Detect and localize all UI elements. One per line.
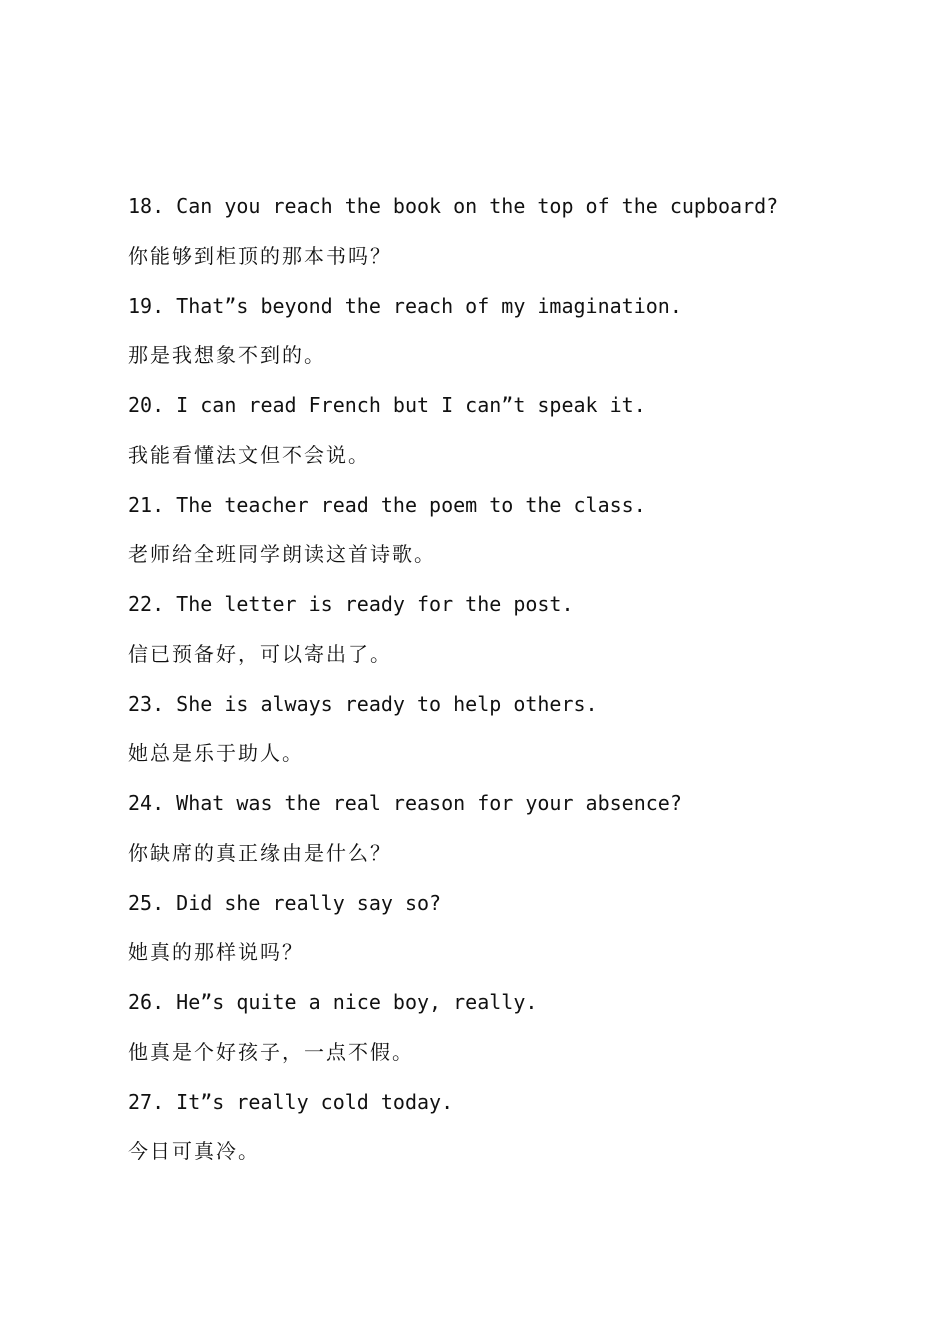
sentence-22-english: 22. The letter is ready for the post. (128, 592, 574, 616)
sentence-list (128, 190, 908, 1185)
sentence-27-english: 27. It”s really cold today. (128, 1089, 454, 1114)
sentence-18-chinese: 你能够到柜顶的那本书吗？ (128, 243, 392, 268)
sentence-18-english: 18. Can you reach the book on the top of the cupboard? (128, 194, 779, 218)
sentence-25-chinese: 她真的那样说吗？ (128, 940, 304, 965)
sentence-19-english: 19. That”s beyond the reach of my imagination. (128, 293, 682, 318)
sentence-26-english: 26. He”s quite a nice boy, really. (128, 990, 538, 1014)
sentence-20-english: 20. I can read French but I can”t speak it. (128, 393, 646, 417)
sentence-27-chinese: 今日可真冷。 (128, 1139, 260, 1164)
sentence-25-english: 25. Did she really say so? (128, 890, 442, 915)
sentence-24-english: 24. What was the real reason for your absence? (128, 791, 682, 815)
sentence-21-english: 21. The teacher read the poem to the class. (128, 492, 646, 517)
sentence-22-chinese: 信已预备好，可以寄出了。 (128, 641, 392, 666)
sentence-23-english: 23. She is always ready to help others. (128, 691, 598, 716)
sentence-24-chinese: 你缺席的真正缘由是什么？ (128, 840, 392, 865)
sentence-20-chinese: 我能看懂法文但不会说。 (128, 442, 370, 467)
sentence-23-chinese: 她总是乐于助人。 (128, 741, 304, 766)
sentence-19-chinese: 那是我想象不到的。 (128, 343, 326, 368)
sentence-26-chinese: 他真是个好孩子，一点不假。 (128, 1039, 414, 1064)
sentence-21-chinese: 老师给全班同学朗读这首诗歌。 (128, 542, 436, 567)
